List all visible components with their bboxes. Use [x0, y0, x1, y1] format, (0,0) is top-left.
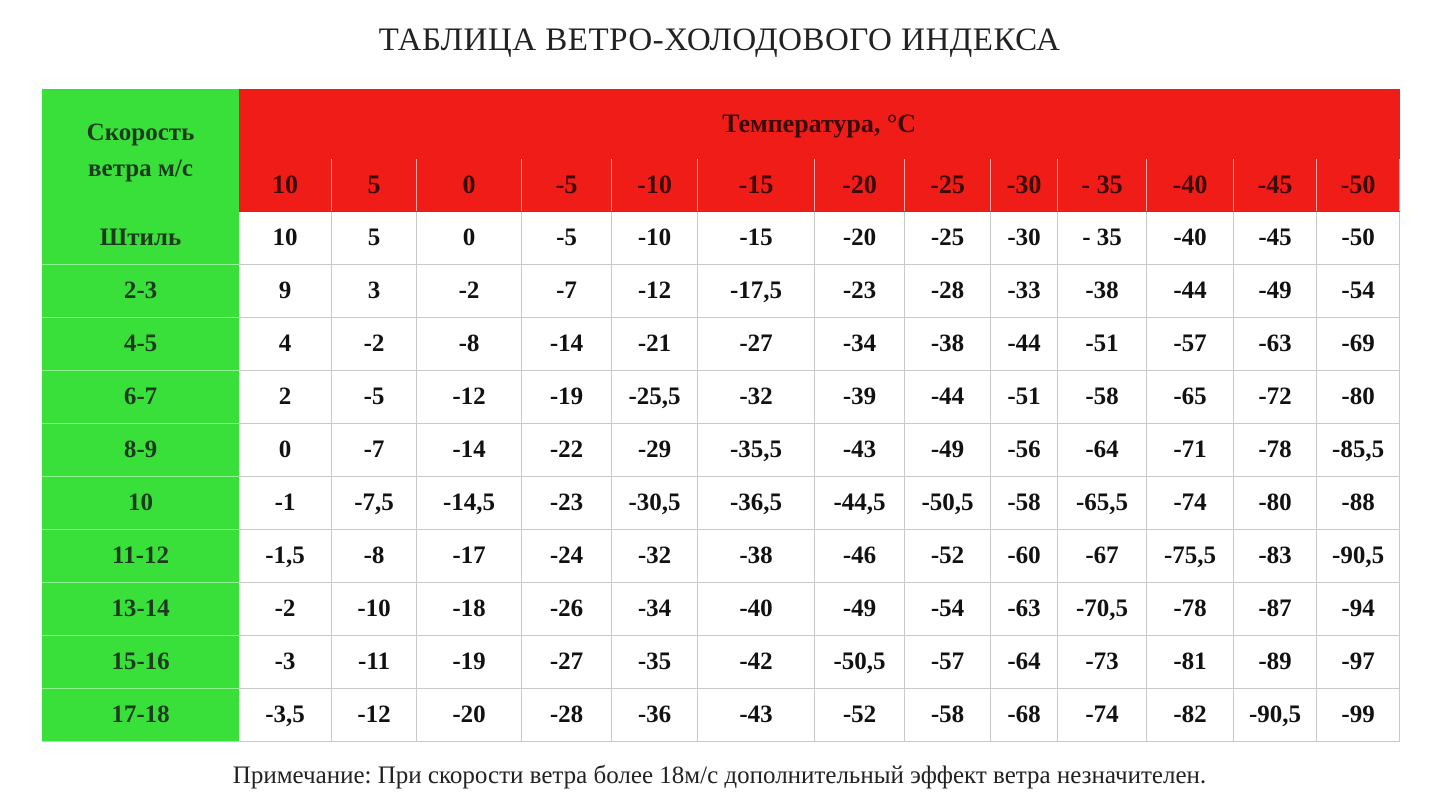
table-row: [43, 530, 1400, 583]
wind-chill-value-cell: -28: [905, 265, 991, 318]
wind-chill-value-cell: -35,5: [698, 424, 815, 477]
footnote: Примечание: При скорости ветра более 18м/с дополнительный эффект ветра незначителен.: [232, 762, 1207, 789]
wind-chill-value-cell: -58: [1058, 371, 1147, 424]
wind-chill-value-cell: -63: [1234, 318, 1317, 371]
wind-chill-value-cell: -14,5: [417, 477, 522, 530]
wind-chill-value-cell: -32: [698, 371, 815, 424]
wind-chill-value-cell: -15: [698, 212, 815, 265]
wind-speed-header: [43, 90, 239, 212]
wind-chill-value-cell: -57: [905, 636, 991, 689]
wind-chill-value-cell: -63: [991, 583, 1058, 636]
wind-chill-value-cell: -46: [815, 530, 905, 583]
wind-chill-value-cell: -94: [1317, 583, 1400, 636]
table-row: [43, 477, 1400, 530]
wind-chill-value-cell: -42: [698, 636, 815, 689]
wind-chill-value-cell: -83: [1234, 530, 1317, 583]
wind-chill-value-cell: -28: [522, 689, 612, 742]
temperature-column-header: -50: [1317, 159, 1400, 212]
table-row: [43, 424, 1400, 477]
wind-chill-value-cell: -14: [522, 318, 612, 371]
wind-chill-value-cell: -32: [612, 530, 698, 583]
wind-chill-value-cell: -40: [1147, 212, 1234, 265]
wind-chill-value-cell: -38: [905, 318, 991, 371]
wind-chill-value-cell: -34: [815, 318, 905, 371]
wind-chill-value-cell: -85,5: [1317, 424, 1400, 477]
wind-chill-value-cell: -21: [612, 318, 698, 371]
wind-chill-value-cell: -36,5: [698, 477, 815, 530]
wind-speed-cell: 8-9: [43, 424, 239, 477]
wind-chill-value-cell: -80: [1234, 477, 1317, 530]
wind-chill-value-cell: -2: [417, 265, 522, 318]
wind-chill-value-cell: -67: [1058, 530, 1147, 583]
wind-chill-value-cell: -1,5: [239, 530, 332, 583]
wind-chill-value-cell: -43: [698, 689, 815, 742]
temperature-column-header: -15: [698, 159, 815, 212]
wind-chill-value-cell: -10: [332, 583, 417, 636]
wind-chill-value-cell: -27: [522, 636, 612, 689]
wind-chill-value-cell: -82: [1147, 689, 1234, 742]
wind-chill-value-cell: -89: [1234, 636, 1317, 689]
wind-chill-value-cell: -10: [612, 212, 698, 265]
wind-chill-value-cell: -17: [417, 530, 522, 583]
wind-chill-value-cell: -30,5: [612, 477, 698, 530]
wind-speed-cell: 13-14: [43, 583, 239, 636]
wind-speed-header-line2: ветра м/с: [88, 154, 193, 182]
wind-chill-value-cell: -5: [332, 371, 417, 424]
wind-speed-cell: 4-5: [43, 318, 239, 371]
wind-chill-value-cell: -70,5: [1058, 583, 1147, 636]
wind-chill-value-cell: -90,5: [1234, 689, 1317, 742]
temperature-column-header: -25: [905, 159, 991, 212]
wind-speed-header-line1: Скорость: [86, 118, 195, 146]
temperature-column-header: -30: [991, 159, 1058, 212]
wind-chill-value-cell: -44: [1147, 265, 1234, 318]
wind-chill-value-cell: -25,5: [612, 371, 698, 424]
temperature-column-header: 5: [332, 159, 417, 212]
wind-chill-value-cell: 4: [239, 318, 332, 371]
wind-chill-value-cell: -34: [612, 583, 698, 636]
wind-chill-value-cell: -19: [522, 371, 612, 424]
wind-chill-value-cell: -58: [905, 689, 991, 742]
table-body: [43, 212, 1400, 742]
wind-chill-value-cell: -14: [417, 424, 522, 477]
wind-chill-value-cell: -65,5: [1058, 477, 1147, 530]
wind-chill-value-cell: -44: [905, 371, 991, 424]
wind-chill-value-cell: -18: [417, 583, 522, 636]
temperature-column-header: -20: [815, 159, 905, 212]
wind-chill-value-cell: -36: [612, 689, 698, 742]
wind-chill-value-cell: -60: [991, 530, 1058, 583]
wind-chill-value-cell: -26: [522, 583, 612, 636]
wind-chill-value-cell: - 35: [1058, 212, 1147, 265]
wind-chill-value-cell: -44: [991, 318, 1058, 371]
wind-chill-value-cell: -54: [905, 583, 991, 636]
wind-chill-value-cell: -23: [522, 477, 612, 530]
wind-chill-value-cell: -45: [1234, 212, 1317, 265]
wind-chill-value-cell: -33: [991, 265, 1058, 318]
wind-chill-value-cell: -90,5: [1317, 530, 1400, 583]
wind-chill-value-cell: -65: [1147, 371, 1234, 424]
wind-chill-value-cell: -12: [332, 689, 417, 742]
temperature-column-header: -5: [522, 159, 612, 212]
wind-chill-value-cell: -54: [1317, 265, 1400, 318]
wind-chill-value-cell: -3,5: [239, 689, 332, 742]
wind-chill-value-cell: -19: [417, 636, 522, 689]
wind-chill-value-cell: -12: [612, 265, 698, 318]
wind-speed-cell: 15-16: [43, 636, 239, 689]
wind-chill-value-cell: -58: [991, 477, 1058, 530]
wind-chill-value-cell: -20: [417, 689, 522, 742]
wind-chill-value-cell: 9: [239, 265, 332, 318]
wind-chill-value-cell: -25: [905, 212, 991, 265]
wind-chill-value-cell: -99: [1317, 689, 1400, 742]
wind-speed-cell: 10: [43, 477, 239, 530]
temperature-columns-row: [43, 159, 1400, 212]
wind-chill-value-cell: 10: [239, 212, 332, 265]
wind-chill-value-cell: -7: [522, 265, 612, 318]
wind-chill-value-cell: -52: [815, 689, 905, 742]
wind-chill-value-cell: -73: [1058, 636, 1147, 689]
wind-chill-value-cell: -43: [815, 424, 905, 477]
wind-chill-value-cell: -51: [1058, 318, 1147, 371]
wind-speed-cell: 11-12: [43, 530, 239, 583]
wind-chill-value-cell: -56: [991, 424, 1058, 477]
table-row: [43, 689, 1400, 742]
wind-chill-value-cell: 0: [417, 212, 522, 265]
temperature-column-header: -10: [612, 159, 698, 212]
wind-speed-cell: Штиль: [43, 212, 239, 265]
page-title: ТАБЛИЦА ВЕТРО-ХОЛОДОВОГО ИНДЕКСА: [378, 22, 1061, 58]
wind-chill-value-cell: -30: [991, 212, 1058, 265]
temperature-column-header: -45: [1234, 159, 1317, 212]
wind-chill-value-cell: -12: [417, 371, 522, 424]
wind-chill-value-cell: -80: [1317, 371, 1400, 424]
wind-chill-value-cell: -57: [1147, 318, 1234, 371]
table-row: [43, 212, 1400, 265]
wind-chill-value-cell: 2: [239, 371, 332, 424]
wind-chill-value-cell: -72: [1234, 371, 1317, 424]
table-row: [43, 318, 1400, 371]
wind-chill-value-cell: -69: [1317, 318, 1400, 371]
wind-chill-value-cell: -71: [1147, 424, 1234, 477]
wind-speed-cell: 17-18: [43, 689, 239, 742]
wind-chill-value-cell: -52: [905, 530, 991, 583]
table-row: [43, 636, 1400, 689]
wind-chill-table: [42, 89, 1400, 742]
wind-chill-value-cell: -35: [612, 636, 698, 689]
wind-chill-value-cell: -2: [332, 318, 417, 371]
wind-chill-value-cell: -49: [905, 424, 991, 477]
wind-chill-value-cell: -64: [1058, 424, 1147, 477]
temperature-column-header: 10: [239, 159, 332, 212]
wind-chill-value-cell: -17,5: [698, 265, 815, 318]
wind-chill-value-cell: -81: [1147, 636, 1234, 689]
wind-chill-value-cell: -22: [522, 424, 612, 477]
wind-chill-value-cell: -8: [332, 530, 417, 583]
wind-chill-value-cell: -51: [991, 371, 1058, 424]
temperature-column-header: - 35: [1058, 159, 1147, 212]
temperature-column-header: -40: [1147, 159, 1234, 212]
wind-chill-value-cell: -20: [815, 212, 905, 265]
wind-chill-value-cell: -87: [1234, 583, 1317, 636]
wind-chill-value-cell: -78: [1147, 583, 1234, 636]
temperature-header: Температура, °С: [239, 90, 1400, 159]
wind-chill-value-cell: -97: [1317, 636, 1400, 689]
table-row: [43, 371, 1400, 424]
wind-chill-value-cell: -2: [239, 583, 332, 636]
wind-chill-value-cell: -75,5: [1147, 530, 1234, 583]
wind-chill-value-cell: -39: [815, 371, 905, 424]
wind-chill-value-cell: -29: [612, 424, 698, 477]
wind-chill-value-cell: -49: [815, 583, 905, 636]
wind-speed-cell: 6-7: [43, 371, 239, 424]
wind-chill-value-cell: -44,5: [815, 477, 905, 530]
wind-chill-value-cell: -74: [1058, 689, 1147, 742]
wind-chill-value-cell: -50: [1317, 212, 1400, 265]
temperature-column-header: 0: [417, 159, 522, 212]
wind-chill-value-cell: -64: [991, 636, 1058, 689]
wind-chill-value-cell: -50,5: [815, 636, 905, 689]
wind-chill-value-cell: -38: [1058, 265, 1147, 318]
wind-chill-value-cell: 3: [332, 265, 417, 318]
wind-chill-value-cell: -3: [239, 636, 332, 689]
wind-chill-value-cell: -40: [698, 583, 815, 636]
wind-chill-value-cell: -50,5: [905, 477, 991, 530]
wind-chill-value-cell: -49: [1234, 265, 1317, 318]
wind-chill-value-cell: -24: [522, 530, 612, 583]
wind-chill-value-cell: -1: [239, 477, 332, 530]
table-row: [43, 265, 1400, 318]
wind-chill-value-cell: -8: [417, 318, 522, 371]
wind-chill-value-cell: -78: [1234, 424, 1317, 477]
wind-chill-value-cell: -23: [815, 265, 905, 318]
wind-chill-value-cell: -11: [332, 636, 417, 689]
wind-chill-value-cell: 5: [332, 212, 417, 265]
wind-chill-value-cell: -38: [698, 530, 815, 583]
wind-chill-value-cell: -27: [698, 318, 815, 371]
wind-chill-value-cell: -88: [1317, 477, 1400, 530]
wind-chill-value-cell: 0: [239, 424, 332, 477]
wind-chill-value-cell: -7,5: [332, 477, 417, 530]
wind-chill-value-cell: -7: [332, 424, 417, 477]
wind-chill-value-cell: -5: [522, 212, 612, 265]
wind-chill-value-cell: -74: [1147, 477, 1234, 530]
wind-speed-cell: 2-3: [43, 265, 239, 318]
table-row: [43, 583, 1400, 636]
wind-chill-value-cell: -68: [991, 689, 1058, 742]
